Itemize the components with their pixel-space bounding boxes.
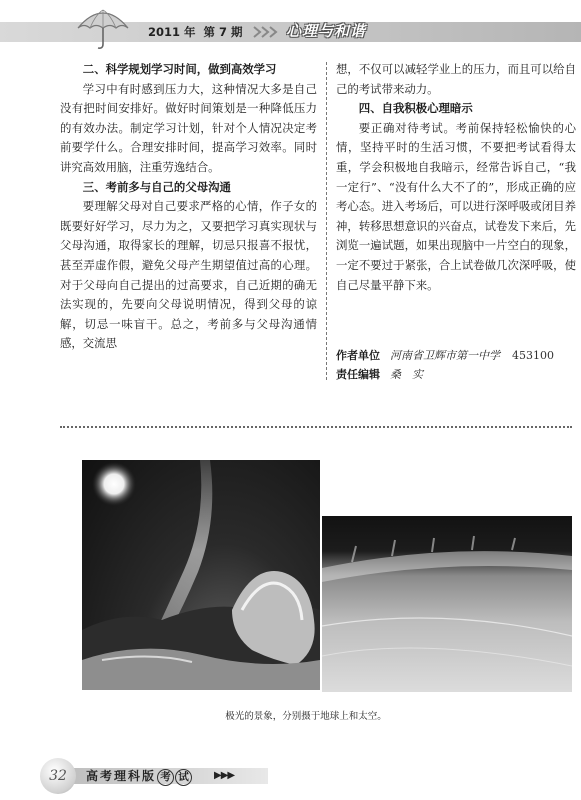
footer-title	[86, 767, 192, 785]
left-column	[60, 60, 317, 354]
page-footer	[0, 752, 581, 800]
paragraph: 学习中有时感到压力大，这种情况大多是自己没有把时间安排好。做好时间策划是一种降低压力的有效办法。制定学习计划，针对个人情况决定考前要学什么。合理安排时间，提高学习效率。同时讲究高效用脑，注重劳逸结合。	[60, 81, 317, 174]
paragraph-continued: 想，不仅可以减轻学业上的压力，而且可以给自己的考试带来动力。	[336, 62, 576, 96]
umbrella-icon	[74, 4, 132, 50]
editor-label: 责任编辑	[336, 368, 380, 381]
issue-year: 2011 年	[148, 25, 196, 39]
paragraph: 要理解父母对自己要求严格的心情，作子女的既要好好学习，尽力为之，又要把学习真实现状与父母沟通，取得家长的理解，切忌只报喜不报忧，甚至弄虚作假，避免父母产生期望值过高的心理。对于父母向自己提出的过高要求，自己近期的确无法实现的，先要向父母说明情况，得到父母的谅解，切忌一味盲干。总之，考前多与父母沟通情感，交流思	[60, 199, 317, 351]
page-number: 32	[40, 758, 76, 794]
right-column	[336, 60, 576, 295]
footer-title-char: 考	[157, 769, 174, 786]
column-divider	[326, 62, 327, 380]
dotted-separator	[60, 426, 572, 428]
footer-title-char: 试	[175, 769, 192, 786]
author-postcode: 453100	[512, 349, 554, 362]
magazine-title: 心理与和谐	[286, 22, 367, 40]
section-heading: 三、考前多与自己的父母沟通	[82, 179, 231, 194]
arrow-right-icon: ▶▶▶	[214, 770, 235, 781]
editor-value: 桑 实	[390, 368, 423, 381]
aurora-space-photo	[322, 516, 572, 692]
author-info	[336, 346, 576, 384]
author-unit-row	[336, 346, 576, 365]
aurora-ground-photo	[82, 460, 320, 690]
paragraph: 要正确对待考试。考前保持轻松愉快的心情，坚持平时的生活习惯，不要把考试看得太重，学会积极地自我暗示，经常告诉自己，“我一定行”、“没有什么大不了的”，形成正确的应考心态。进入考场后，可以进行深呼吸或闭目养神，转移思想意识的兴奋点，试卷发下来后，先浏览一遍试题，如果出现脑中一片空白的现象，一定不要过于紧张，合上试卷做几次深呼吸，使自己尽量平静下来。	[336, 120, 576, 292]
aurora-ground-image	[82, 460, 320, 690]
figure-caption: 极光的景象，分别摄于地球上和太空。	[225, 711, 387, 722]
section-heading: 四、自我积极心理暗示	[358, 101, 473, 116]
issue-number: 第 7 期	[203, 25, 243, 39]
section-heading: 二、科学规划学习时间，做到高效学习	[82, 62, 277, 76]
issue-info	[148, 23, 251, 41]
author-unit-value: 河南省卫辉市第一中学	[390, 349, 500, 362]
page-header	[0, 0, 581, 62]
footer-title-prefix: 高考理科版	[86, 769, 157, 783]
chevron-right-icon	[252, 25, 280, 39]
aurora-space-image	[322, 516, 572, 692]
author-unit-label: 作者单位	[336, 349, 380, 362]
editor-row	[336, 365, 576, 384]
